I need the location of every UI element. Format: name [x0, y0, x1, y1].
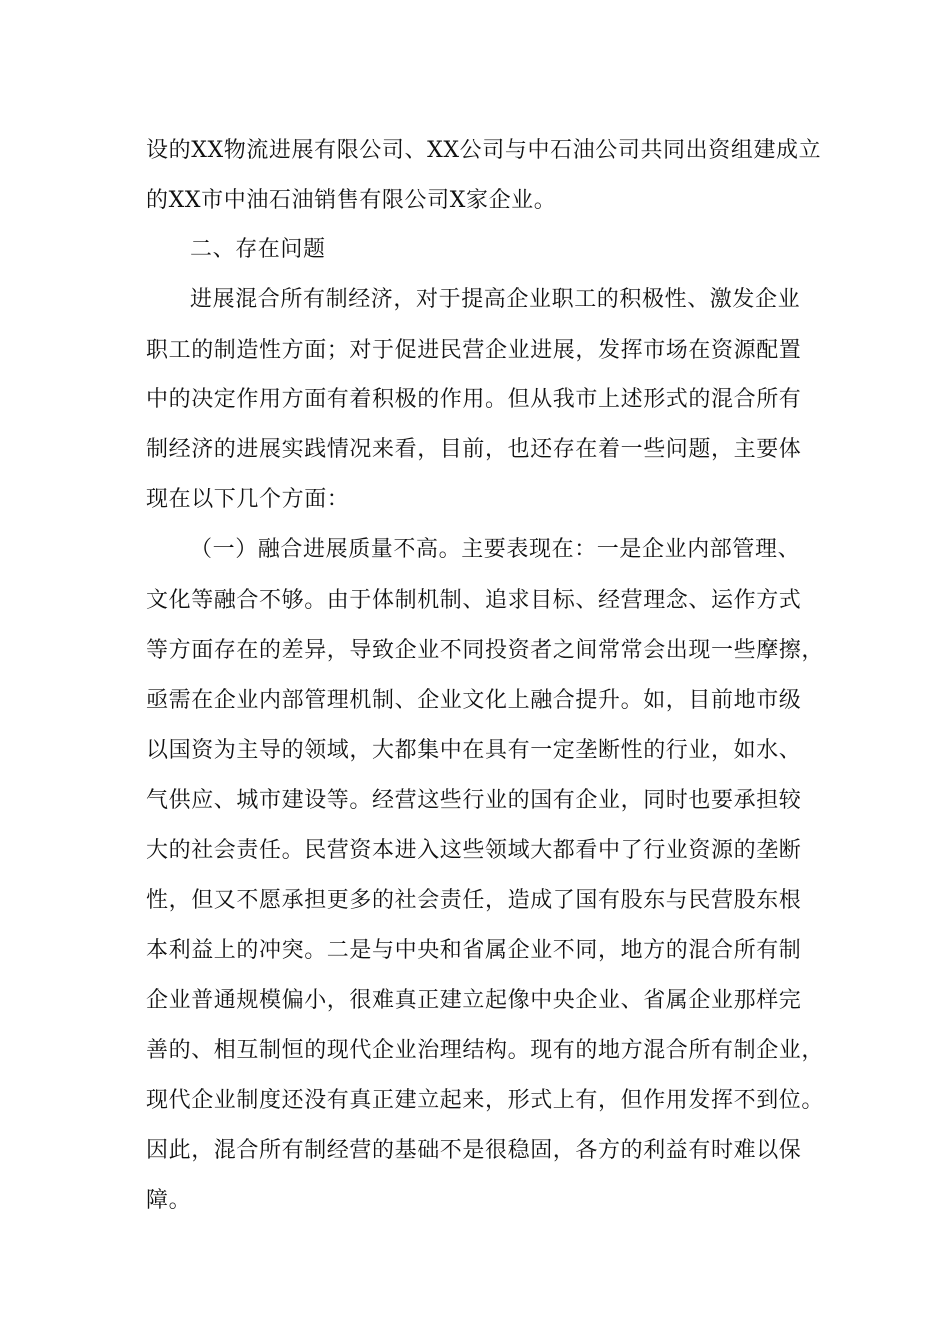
text-line: 因此，混合所有制经营的基础不是很稳固，各方的利益有时难以保: [146, 1138, 802, 1163]
text-line: 等方面存在的差异，导致企业不同投资者之间常常会出现一些摩擦，: [146, 638, 825, 663]
text-line: 亟需在企业内部管理机制、企业文化上融合提升。如，目前地市级: [146, 688, 802, 713]
text-line: 职工的制造性方面；对于促进民营企业进展，发挥市场在资源配置: [146, 338, 802, 363]
text-line: 中的决定作用方面有着积极的作用。但从我市上述形式的混合所有: [146, 387, 802, 412]
section-heading: 二、存在问题: [190, 237, 326, 262]
text-line: 企业普通规模偏小，很难真正建立起像中央企业、省属企业那样完: [146, 988, 802, 1013]
text-line: 性，但又不愿承担更多的社会责任，造成了国有股东与民营股东根: [146, 888, 802, 913]
subsection-line: （一）融合进展质量不高。主要表现在：一是企业内部管理、: [190, 537, 801, 562]
text-line: 现代企业制度还没有真正建立起来，形式上有，但作用发挥不到位。: [146, 1088, 825, 1113]
text-line: 的XX市中油石油销售有限公司X家企业。: [146, 188, 557, 213]
text-line: 设的XX物流进展有限公司、XX公司与中石油公司共同出资组建成立: [146, 138, 822, 163]
text-line: 气供应、城市建设等。经营这些行业的国有企业，同时也要承担较: [146, 788, 802, 813]
text-line: 文化等融合不够。由于体制机制、追求目标、经营理念、运作方式: [146, 588, 802, 613]
text-line: 障。: [146, 1188, 192, 1213]
text-line: 善的、相互制恒的现代企业治理结构。现有的地方混合所有制企业，: [146, 1038, 825, 1063]
text-line: 制经济的进展实践情况来看，目前，也还存在着一些问题，主要体: [146, 437, 802, 462]
text-line: 进展混合所有制经济，对于提高企业职工的积极性、激发企业: [190, 287, 801, 312]
text-line: 大的社会责任。民营资本进入这些领域大都看中了行业资源的垄断: [146, 838, 802, 863]
text-line: 以国资为主导的领域，大都集中在具有一定垄断性的行业，如水、: [146, 738, 802, 763]
text-line: 本利益上的冲突。二是与中央和省属企业不同，地方的混合所有制: [146, 938, 802, 963]
text-line: 现在以下几个方面：: [146, 487, 350, 512]
